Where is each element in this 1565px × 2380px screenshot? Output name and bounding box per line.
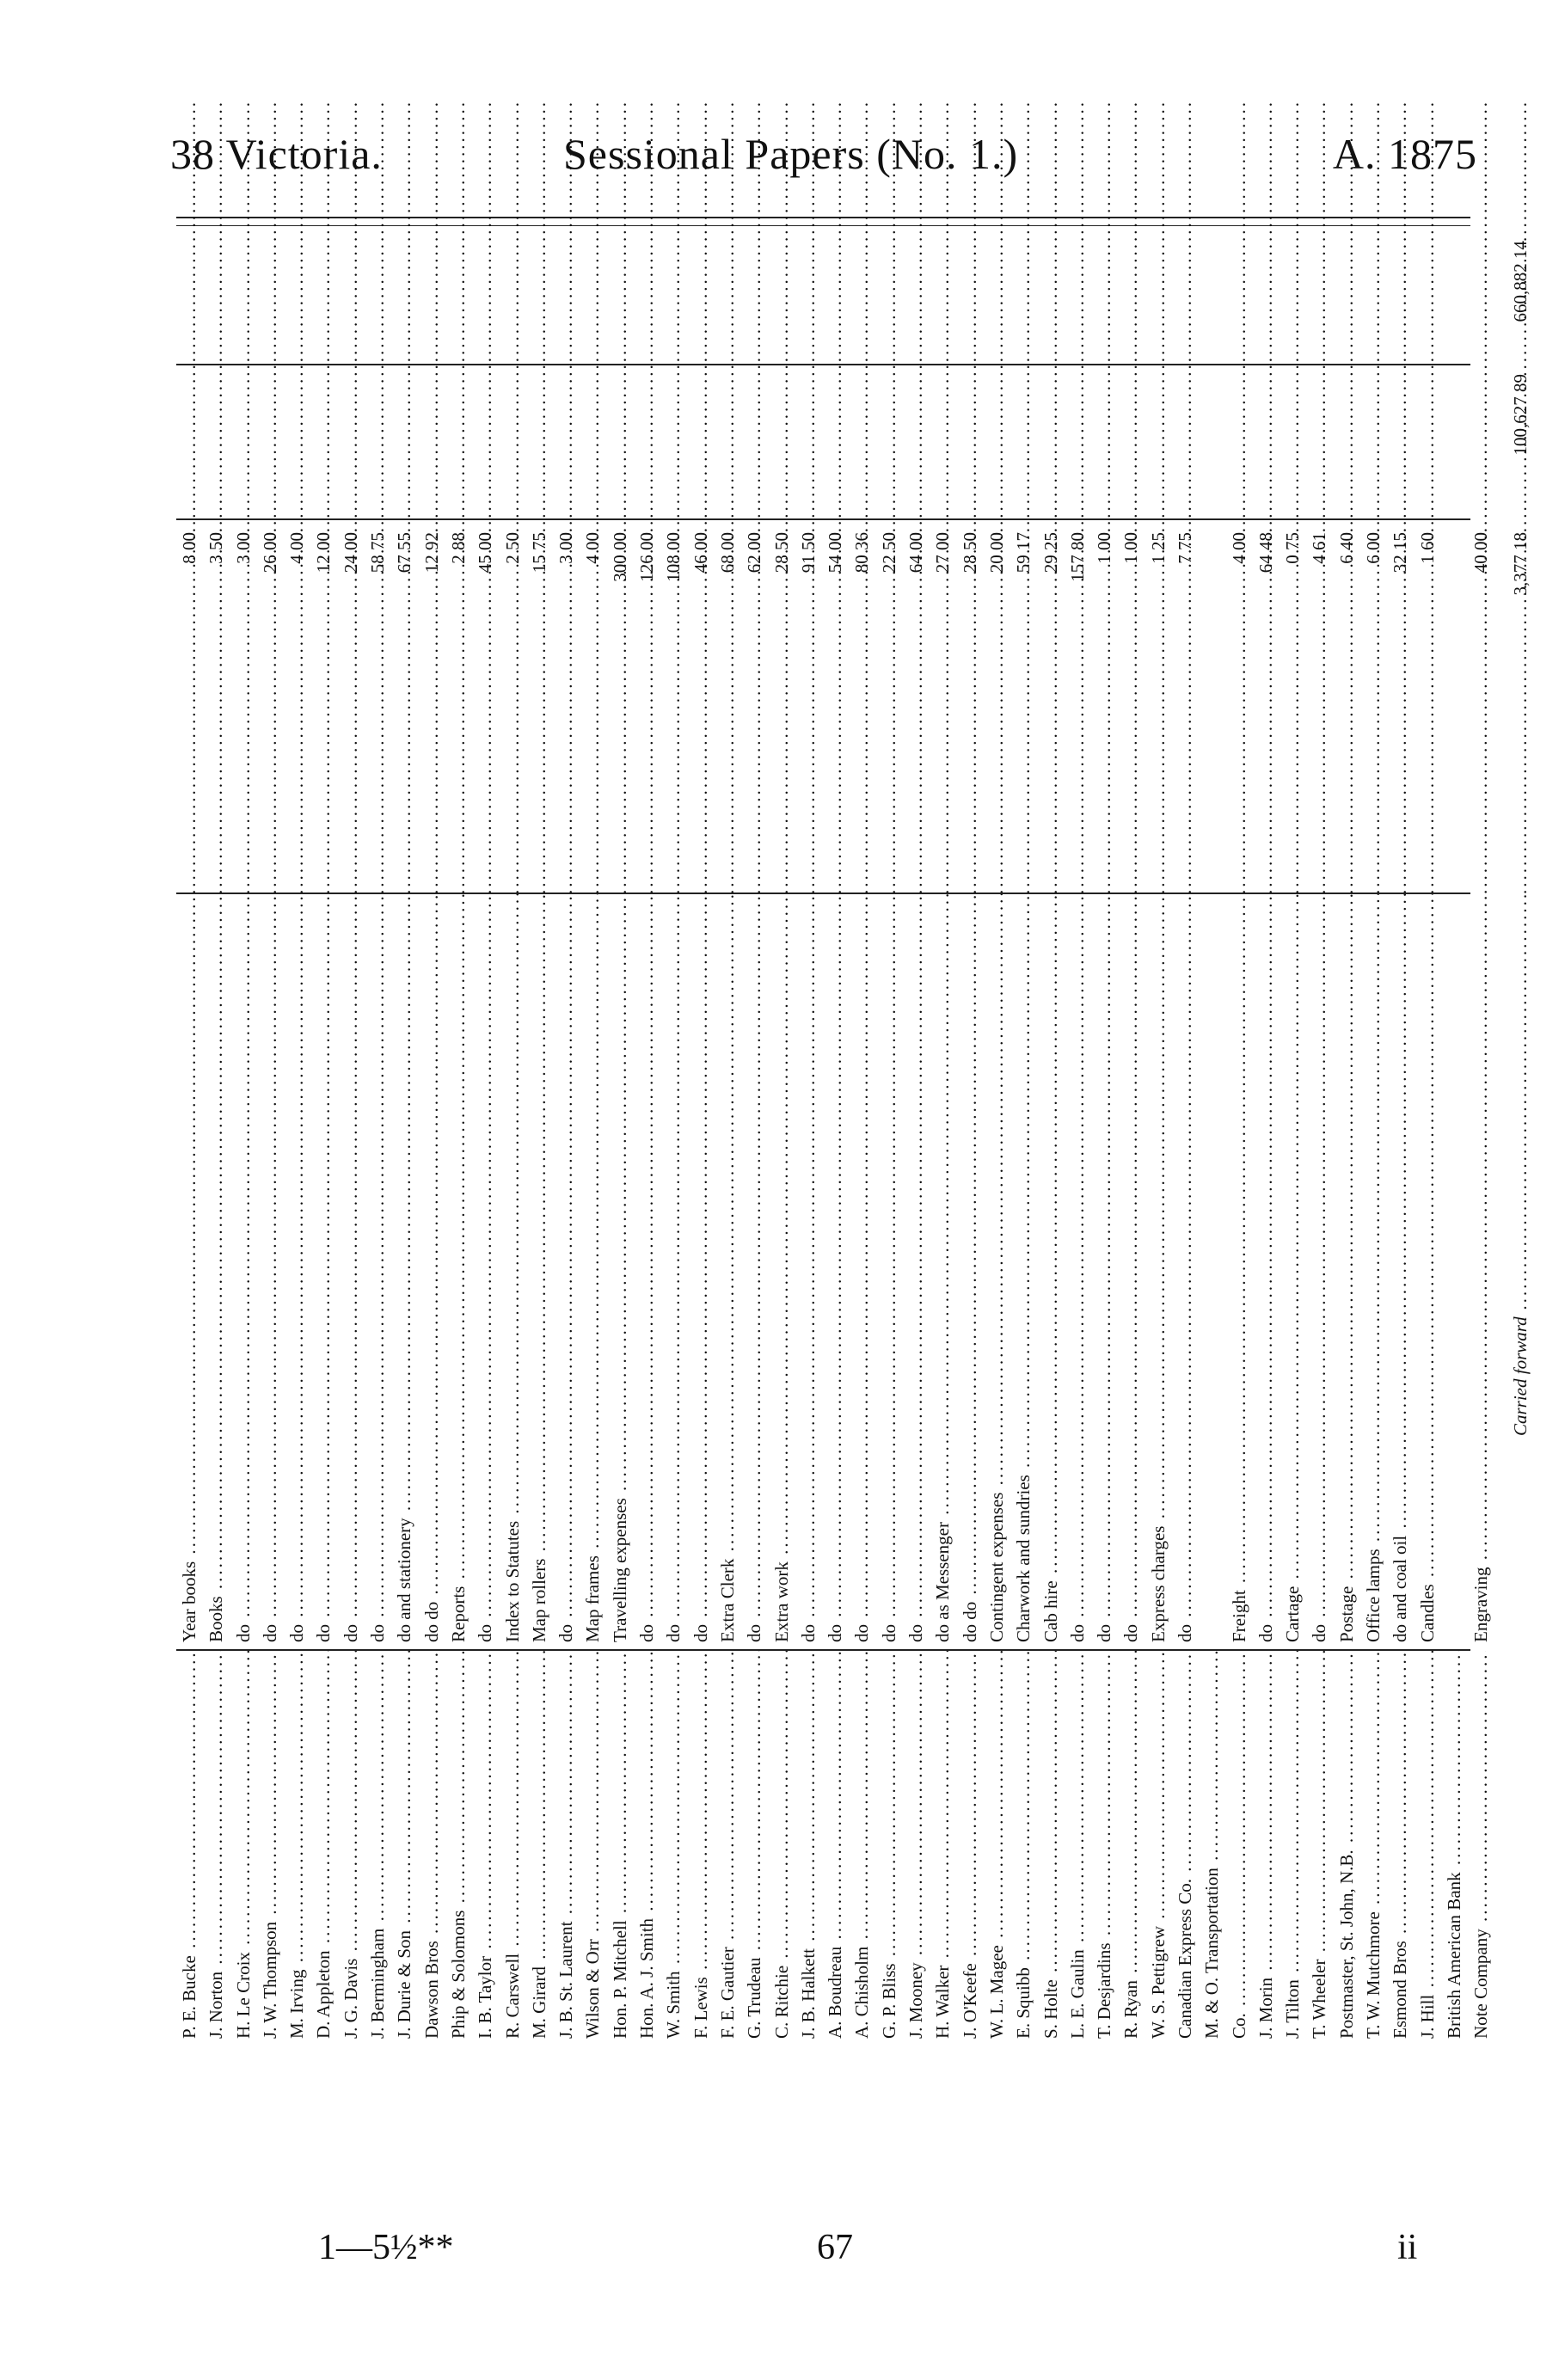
leader-dots [365,705,391,894]
leader-dots [1306,705,1333,894]
table-row [284,232,310,2042]
leader-dots [1360,705,1387,894]
amount-cell: 6 00 [1363,532,1384,564]
table-row [176,232,203,2042]
payee-name: H. Le Croix ..... [230,1651,257,2042]
payee-name: Postmaster, St. John, N.B. ..... [1334,1651,1360,2042]
payee-name: J. Mooney ..... [903,1651,930,2042]
payee-name: T. Desjardins ..... [1091,1651,1118,2042]
amount-cell: 2 50 [501,532,523,564]
leader-dots [1507,705,1534,894]
leader-dots [930,705,956,894]
payee-name: Hon. P. Mitchell ..... [607,1651,634,2042]
leader-dots [1091,705,1118,894]
empty-cell [1507,1651,1534,2042]
table-row [472,232,499,2042]
leader-dots [1065,705,1091,894]
table-row [822,232,849,2042]
amount-cell: 28 50 [770,532,792,574]
payee-name: Esmond Bros ..... [1387,1651,1414,2042]
leader-dots [1387,705,1414,894]
expense-item: do ..... [1065,894,1091,1651]
header-year: A. 1875 [1332,130,1477,178]
leader-dots [284,705,310,894]
carried-forward-row [1507,232,1534,2042]
column-divider [176,364,1470,365]
leader-dots [553,705,580,894]
payee-name: W. S. Pettigrew ..... [1145,1651,1172,2042]
leader-dots [391,705,418,894]
leader-dots [257,705,284,894]
amount-cell: 27 00 [932,532,954,574]
payee-name: W. L. Magee ..... [984,1651,1010,2042]
expense-item: Engraving ..... [1468,894,1494,1651]
payee-name: P. E. Bucke ..... [176,1651,203,2042]
table-row [1253,232,1280,2042]
leader-dots [849,705,875,894]
payee-name: G. P. Bliss ..... [876,1651,903,2042]
payee-name: Wilson & Orr ..... [580,1651,606,2042]
expense-item: do ..... [795,894,822,1651]
payee-name: J. Norton ..... [203,1651,230,2042]
expense-item: do ..... [284,894,310,1651]
expense-item: Travelling expenses ..... [607,894,634,1651]
expense-item: Charwork and sundries ..... [1010,894,1037,1651]
table-row [310,232,337,2042]
expense-item: do ..... [660,894,687,1651]
leader-dots [176,705,203,894]
amount-cell: 64 00 [905,532,927,574]
expense-item: do ..... [903,894,930,1651]
payee-name: E. Squibb ..... [1010,1651,1037,2042]
amount-cell: 4 00 [1228,532,1249,564]
amount-cell: 1 60 [1416,532,1438,564]
table-row [1415,232,1441,2042]
payee-name: Dawson Bros ..... [419,1651,445,2042]
table-row [500,232,526,2042]
amount-cell: 1 00 [1094,532,1115,564]
leader-dots [822,705,849,894]
expense-item: Year books ..... [176,894,203,1651]
total-column-2: 660,882 14 [1509,241,1531,322]
payee-name: J. G. Davis ..... [338,1651,365,2042]
expense-item: Map rollers ..... [526,894,553,1651]
table-row [391,232,418,2042]
amount-cell: 68 00 [716,532,738,574]
leader-dots [1010,705,1037,894]
table-row [607,232,634,2042]
payee-name: J. Hill ..... [1415,1651,1441,2042]
rotated-expense-table [176,232,1531,2042]
payee-name: C. Ritchie ..... [769,1651,795,2042]
payee-name: M. Irving ..... [284,1651,310,2042]
amount-cell: 12 92 [420,532,442,574]
expense-item [1441,894,1468,1651]
table-row [688,232,715,2042]
leader-dots [715,705,741,894]
table-row [1334,232,1360,2042]
leader-dots [472,705,499,894]
expense-item: do do ..... [419,894,445,1651]
expense-item: do and coal oil ..... [1387,894,1414,1651]
leader-dots [526,705,553,894]
payee-name: J. B. St. Laurent ..... [553,1651,580,2042]
payee-name: J. Morin ..... [1253,1651,1280,2042]
expense-item: do ..... [257,894,284,1651]
expense-item: do ..... [1306,894,1333,1651]
amount-cell: 26 00 [259,532,280,574]
amount-cell: 64 48 [1255,532,1276,574]
table-row [634,232,660,2042]
amount-cell: 45 00 [475,532,496,574]
expense-item: do ..... [230,894,257,1651]
amount-cell: 20 00 [985,532,1007,574]
payee-name: J. Tilton ..... [1280,1651,1306,2042]
leader-dots [741,705,768,894]
table-row [1441,232,1468,2042]
leader-dots [660,705,687,894]
table-row [553,232,580,2042]
amount-cell: 80 36 [851,532,873,574]
leader-dots [1415,705,1441,894]
leader-dots [445,705,472,894]
payee-name: T. Wheeler ..... [1306,1651,1333,2042]
amount-cell: 22 50 [878,532,899,574]
leader-dots [580,705,606,894]
leader-dots [1199,705,1225,894]
expense-item: do ..... [634,894,660,1651]
payee-name: J. Durie & Son ..... [391,1651,418,2042]
expense-item: Cartage ..... [1280,894,1306,1651]
table-row [1145,232,1172,2042]
table-row [1199,232,1225,2042]
table-row [419,232,445,2042]
expense-item: Cab hire ..... [1038,894,1065,1651]
table-row [365,232,391,2042]
amount-cell: 6 40 [1335,532,1357,564]
expense-item: Extra Clerk ..... [715,894,741,1651]
payee-name: H. Walker ..... [930,1651,956,2042]
leader-dots [1172,705,1199,894]
expense-item: Extra work ..... [769,894,795,1651]
expense-item: do ..... [472,894,499,1651]
table-row [445,232,472,2042]
payee-name: T. W. Mutchmore ..... [1360,1651,1387,2042]
table-row [1038,232,1065,2042]
payee-name: Co. ..... [1226,1651,1253,2042]
payee-name: J. W. Thompson ..... [257,1651,284,2042]
amount-cell: 108 00 [663,532,684,582]
expense-item: Map frames ..... [580,894,606,1651]
payee-name: Hon. A. J. Smith ..... [634,1651,660,2042]
amount-cell: 62 00 [744,532,765,574]
table-row [957,232,984,2042]
payee-name: A. Boudreau ..... [822,1651,849,2042]
leader-dots [634,705,660,894]
table-row [795,232,822,2042]
amount-cell: 40 00 [1470,532,1492,574]
leader-dots [500,705,526,894]
amount-cell: 3 50 [206,532,227,564]
expense-item: Candles ..... [1415,894,1441,1651]
amount-cell: 2 88 [447,532,469,564]
amount-cell: 0 75 [1282,532,1304,564]
table-row [338,232,365,2042]
payee-name: F. Lewis ..... [688,1651,715,2042]
amount-cell: 300 00 [609,532,630,582]
payee-name: M. & O. Transportation ..... [1199,1651,1225,2042]
payee-name: J. O'Keefe ..... [957,1651,984,2042]
expense-item: do ..... [849,894,875,1651]
amount-cell: 54 00 [825,532,846,574]
table-row [876,232,903,2042]
amount-cell: 7 75 [1174,532,1195,564]
payee-name: I. B. Taylor ..... [472,1651,499,2042]
leader-dots [310,705,337,894]
leader-dots [230,705,257,894]
leader-dots [1118,705,1145,894]
leader-dots [1468,705,1494,894]
payee-name: R. Ryan ..... [1118,1651,1145,2042]
amount-cell: 29 25 [1040,532,1061,574]
expense-item: do ..... [365,894,391,1651]
amount-cell: 4 00 [582,532,604,564]
leader-dots [957,705,984,894]
header-title: Sessional Papers (No. 1.) [563,130,1019,178]
payee-name: W. Smith ..... [660,1651,687,2042]
amount-cell: 3 00 [232,532,254,564]
expense-item: do ..... [741,894,768,1651]
payee-name: R. Carswell ..... [500,1651,526,2042]
table-row [849,232,875,2042]
amount-cell: 4 61 [1309,532,1330,564]
total-column-1: 100,627 89 [1509,374,1531,456]
payee-name: J. B. Halkett ..... [795,1651,822,2042]
leader-dots [769,705,795,894]
expense-item: Books ..... [203,894,230,1651]
payee-name: Note Company ..... [1468,1651,1494,2042]
leader-dots [1226,705,1253,894]
amount-cell: 157 80 [1066,532,1088,582]
amount-cell: 91 50 [797,532,819,574]
expense-item: do ..... [1091,894,1118,1651]
table-row [660,232,687,2042]
amount-cell: 15 75 [528,532,549,574]
column-divider [176,518,1470,520]
amount-cell: 46 00 [690,532,711,574]
table-row [715,232,741,2042]
leader-dots [1145,705,1172,894]
footer-roman-mark: ii [1397,2228,1418,2267]
expense-item: Reports ..... [445,894,472,1651]
expense-item: do ..... [553,894,580,1651]
amount-cell: 1 00 [1120,532,1142,564]
leader-dots [1334,705,1360,894]
payee-name: F. E. Gautier ..... [715,1651,741,2042]
expense-item: Index to Statutes ..... [500,894,526,1651]
amount-cell: 12 00 [313,532,334,574]
table-row [903,232,930,2042]
table-row [930,232,956,2042]
leader-dots [338,705,365,894]
table-row [1091,232,1118,2042]
payee-name: Canadian Express Co. ..... [1172,1651,1199,2042]
expense-item: do ..... [876,894,903,1651]
table-row [1387,232,1414,2042]
amount-cell: 1 25 [1147,532,1169,564]
carried-forward-amount: 3,377 18 [1509,532,1531,596]
expense-item: do ..... [1172,894,1199,1651]
table-row [984,232,1010,2042]
leader-dots [419,705,445,894]
amount-cell: 4 00 [286,532,308,564]
payee-name: S. Holte ..... [1038,1651,1065,2042]
amount-cell: 67 55 [394,532,415,574]
column-divider [176,892,1470,894]
table-row [257,232,284,2042]
page-number: 67 [817,2228,853,2267]
leader-dots [203,705,230,894]
expense-item: do do ..... [957,894,984,1651]
expense-item: do ..... [310,894,337,1651]
payee-name: A. Chisholm ..... [849,1651,875,2042]
footer-signature-mark: 1—5½** [318,2228,454,2267]
expense-item: do as Messenger ..... [930,894,956,1651]
amount-cell: 59 17 [1013,532,1034,574]
expense-item: Postage ..... [1334,894,1360,1651]
payee-name: D. Appleton ..... [310,1651,337,2042]
payee-name: L. E. Gaulin ..... [1065,1651,1091,2042]
table-body [176,232,1534,2042]
expense-item: do ..... [1118,894,1145,1651]
table-row [1360,232,1387,2042]
table-row [1010,232,1037,2042]
leader-dots [1253,705,1280,894]
table-row [1065,232,1091,2042]
header-volume: 38 Victoria. [170,130,383,178]
expense-item: Freight ..... [1226,894,1253,1651]
table-row [1118,232,1145,2042]
expense-item: Express charges ..... [1145,894,1172,1651]
table-row [1468,232,1494,2042]
payee-name: M. Girard ..... [526,1651,553,2042]
leader-dots [688,705,715,894]
payee-name: G. Trudeau ..... [741,1651,768,2042]
expense-item: do ..... [822,894,849,1651]
table-row [1306,232,1333,2042]
amount-cell: 32 15 [1390,532,1411,574]
payee-name: J. Bermingham ..... [365,1651,391,2042]
table-row [526,232,553,2042]
leader-dots [1280,705,1306,894]
carried-forward-label: Carried forward ..... [1507,894,1534,1651]
leader-dots [1038,705,1065,894]
expense-item: do and stationery ..... [391,894,418,1651]
payee-name: Phip & Solomons ..... [445,1651,472,2042]
expense-item: do ..... [338,894,365,1651]
table-row [1226,232,1253,2042]
table-row [203,232,230,2042]
amount-cell [1199,520,1225,705]
table-row [580,232,606,2042]
leader-dots [795,705,822,894]
table-row [741,232,768,2042]
table-row [1172,232,1199,2042]
leader-dots [607,705,634,894]
amount-cell: 24 00 [340,532,361,574]
payee-name: British American Bank ..... [1441,1651,1468,2042]
amount-cell [1441,520,1468,705]
column-divider [176,1649,1470,1651]
leader-dots [1441,705,1468,894]
expense-item: do ..... [688,894,715,1651]
expense-item: Office lamps ..... [1360,894,1387,1651]
expense-item: Contingent expenses ..... [984,894,1010,1651]
amount-cell: 58 75 [367,532,389,574]
leader-dots [903,705,930,894]
leader-dots [984,705,1010,894]
amount-cell: 126 00 [636,532,658,582]
leader-dots [876,705,903,894]
amount-cell: 28 50 [959,532,980,574]
amount-cell: 8 00 [179,532,199,564]
amount-cell: 3 00 [555,532,577,564]
expense-item: do ..... [1253,894,1280,1651]
table-row [1280,232,1306,2042]
table-row [769,232,795,2042]
expense-item [1199,894,1225,1651]
table-row [230,232,257,2042]
